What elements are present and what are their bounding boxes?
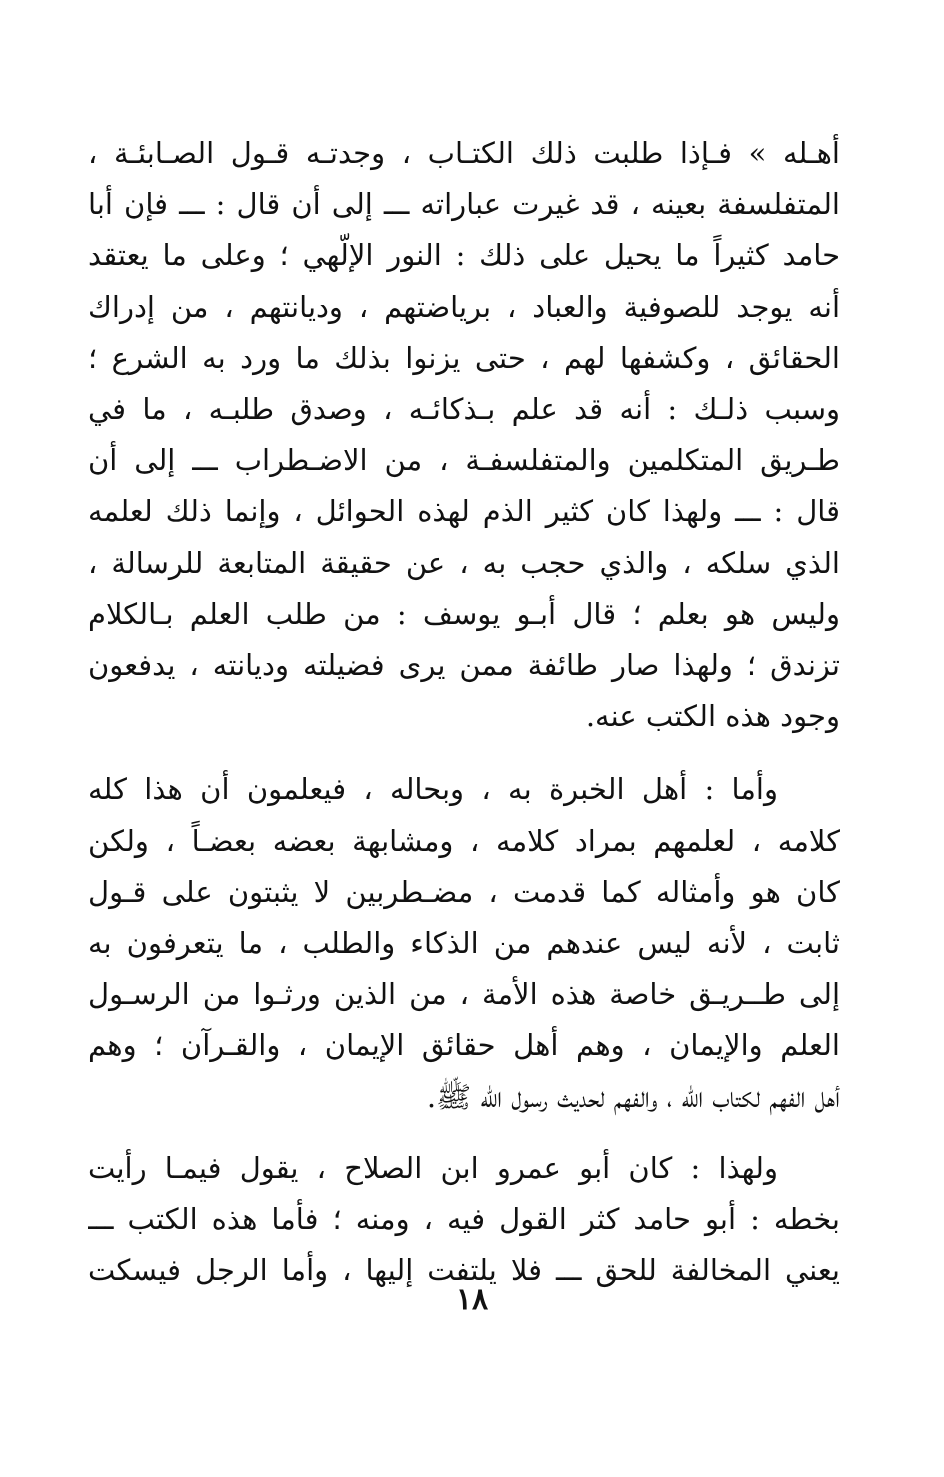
page-number: ١٨ [455, 1282, 489, 1317]
text-line: وجود هذه الكتب عنه. [585, 699, 840, 734]
text-line: المتفلسفة بعينه ، قد غيرت عباراته ـــ إلى أن قال : ـــ فإن أبا [88, 187, 840, 222]
text-line: العلم والإيمان ، وهم أهل حقائق الإيمان ، والقـرآن ؛ وهم [88, 1028, 840, 1063]
text-line: يعني المخالفة للحق ـــ فلا يلتفت إليها ، وأما الرجل فيسكت [88, 1253, 840, 1288]
text-line: أهل الفهم لكتاب الله ، والفهم لحديث رسول الله ﷺ. [426, 1079, 840, 1114]
text-line: الحقائق ، وكشفها لهم ، حتى يزنوا بذلك ما ورد به الشرع ؛ [88, 340, 840, 375]
text-line: كان هو وأمثاله كما قدمت ، مضـطربين لا يثبتون على قـول [88, 874, 840, 909]
text-line: أنه يوجد للصوفية والعباد ، برياضتهم ، وديانتهم ، من إدراك [88, 289, 840, 324]
text-line: الذي سلكه ، والذي حجب به ، عن حقيقة المتابعة للرسالة ، [88, 545, 840, 580]
text-line: وأما : أهل الخبرة به ، وبحاله ، فيعلمون أن هذا كله [88, 772, 778, 807]
paragraph-1 [88, 128, 840, 742]
text-line: ولهذا : كان أبو عمرو ابن الصلاح ، يقول فيمـا رأيت [88, 1150, 778, 1185]
text-line: إلى طــريـق خاصة هذه الأمة ، من الذين ورثـوا من الرسـول [88, 977, 840, 1012]
page-body [88, 128, 840, 1296]
text-line: طـريق المتكلمين والمتفلسفـة ، من الاضـطراب ـــ إلى أن [88, 443, 840, 478]
text-line: قال : ـــ ولهذا كان كثير الذم لهذه الحوائل ، وإنما ذلك لعلمه [88, 494, 840, 529]
text-line: أهـله » فـإذا طلبت ذلك الكتـاب ، وجدتـه قـول الصـابئـة ، [88, 136, 840, 170]
paragraph-3 [88, 1143, 840, 1297]
text-line: كلامه ، لعلمهم بمراد كلامه ، ومشابهة بعضه بعضـاً ، ولكن [88, 823, 840, 858]
text-line: وسبب ذلـك : أنه قد علم بـذكائـه ، وصدق طلبـه ، ما في [88, 392, 840, 427]
text-line: ثابت ، لأنه ليس عندهم من الذكاء والطلب ، ما يتعرفون به [88, 926, 840, 961]
text-line: حامد كثيراً ما يحيل على ذلك : النور الإلّهي ؛ وعلى ما يعتقد [88, 238, 840, 273]
paragraph-2 [88, 764, 840, 1122]
text-line: بخطه : أبو حامد كثر القول فيه ، ومنه ؛ فأما هذه الكتب ـــ [88, 1202, 840, 1237]
text-line: تزندق ؛ ولهذا صار طائفة ممن يرى فضيلته وديانته ، يدفعون [88, 648, 840, 683]
text-line: وليس هو بعلم ؛ قال أبـو يوسف : من طلب العلم بـالكلام [88, 596, 840, 631]
